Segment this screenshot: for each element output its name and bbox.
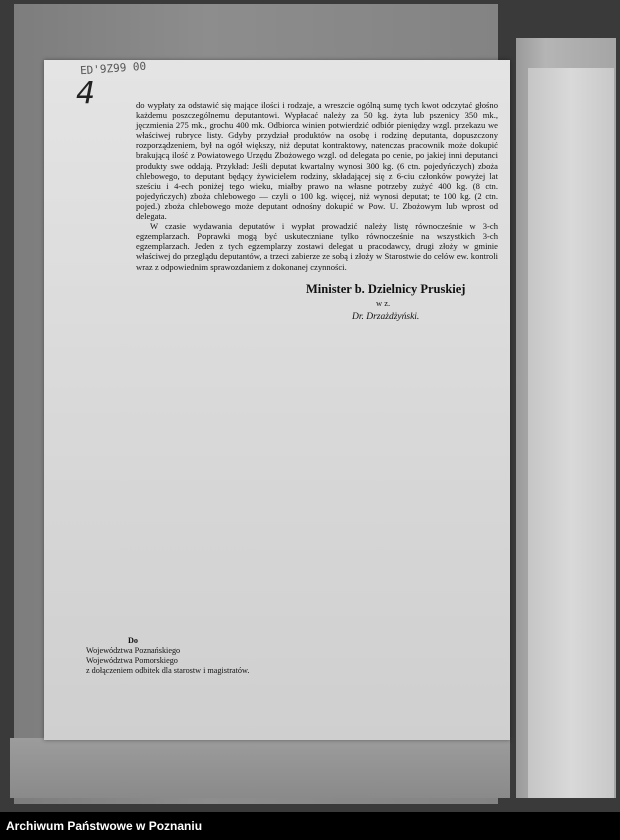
body-text [136, 100, 498, 272]
page-number: 4 [76, 76, 96, 111]
addressee-line-3: z dołączeniem odbitek dla starostw i magistratów. [86, 666, 250, 675]
addressee-line-2: Województwa Pomorskiego [86, 656, 178, 665]
signature-title: Minister b. Dzielnicy Pruskiej [306, 282, 466, 296]
footer-bar [0, 812, 620, 840]
signature-on-behalf: w z. [376, 298, 391, 308]
archive-mark: ED'9Z99 00 [79, 59, 147, 78]
paragraph-1: do wypłaty za odstawić się mające ilości i rodzaje, a wreszcie ogólną sumę tych kwot odczytać głośno każdemu poszczególnemu deputantowi. Wypłacać należy za 50 kg. żyta lub pszenicy 350 mk., jęczmienia 275 mk., grochu 400 mk. Odbiorca winien potwierdzić odbiór pieniędzy wzgl. przekazu we właściwej rubryce listy. Gdyby przydział produktów na osobę i rodzinę deputanta, dopuszczony rozporządzeniem, był na ogół większy, niż deputat kontraktowy, natenczas pracownik może dokupić brakującą ilość z Powiatowego Urzędu Zbożowego wzgl. od delegata po cenie, po jakiej inni deputanci produkty swe oddają. Przykład: Jeśli deputat kwartalny wynosi 300 kg. (6 ctn. pojedyńczych) zboża chlebowego, to deputant będący żywicielem rodziny, składającej się z 6-ciu członków powyżej lat sześciu i 4-ech poniżej tego wieku, miałby prawo na własne potrzeby zużyć 400 kg. (8 ctn. pojedyńczych) zboża chlebowego — czyli o 100 kg. więcej, niż wynosi deputat; te 100 kg. (2 ctn. pojed.) zboża chlebowego może deputant odnośny dokupić w Pow. U. Zbożowym lub wprost od delegata. [136, 100, 498, 222]
addressee-block [86, 636, 249, 676]
side-strip-inner [528, 68, 614, 798]
paragraph-2: W czasie wydawania deputatów i wypłat prowadzić należy listę równocześnie w 3-ch egzemplarzach. Poprawki mogą być uskuteczniane tylko równocześnie na wszystkich 3-ch egzemplarzach. Jeden z tych egzemplarzy zostawi delegat u pracodawcy, drugi złoży w gminie właściwej do przeglądu deputantów, a trzeci zabierze ze sobą i złoży w Starostwie do celów ew. kontroli wraz z odpowiednim sprawozdaniem z dokonanej czynności. [136, 221, 498, 272]
addressee-to: Do [128, 636, 139, 645]
signature-name: Dr. Drzażdżyński. [352, 312, 420, 322]
addressee-line-1: Województwa Poznańskiego [86, 646, 181, 655]
bottom-band [10, 738, 510, 798]
archive-name: Archiwum Państwowe w Poznaniu [6, 819, 203, 833]
